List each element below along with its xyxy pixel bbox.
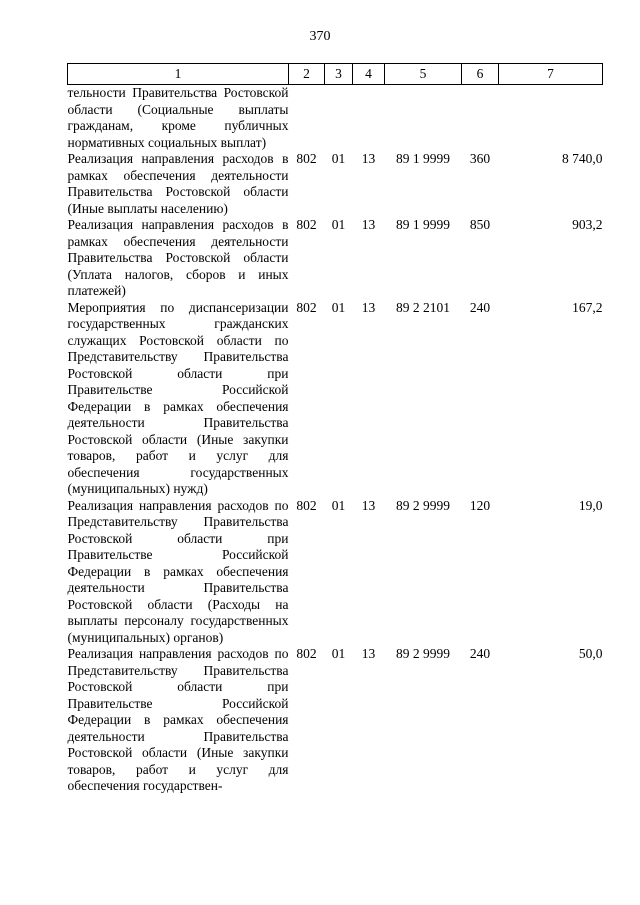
- row-expense-type: 850: [469, 217, 491, 232]
- row-subsection-code: 13: [361, 151, 376, 166]
- row-ministry-code: 802: [296, 497, 317, 513]
- row-section-code: 01: [331, 217, 346, 232]
- row-section-code: 01: [331, 299, 346, 315]
- budget-table: [67, 63, 603, 795]
- row-section-code: 01: [331, 646, 346, 661]
- row-subsection-code: 13: [361, 299, 376, 315]
- row-target-article: 89 1 9999: [396, 217, 450, 232]
- page-number: 370: [309, 29, 331, 44]
- row-amount: 50,0: [578, 646, 603, 661]
- row-amount: 19,0: [578, 497, 603, 513]
- row-ministry-code: [289, 85, 325, 152]
- row-description: Реализация направления расходов по Представительству Правительства Ростовской области при Правительстве Российской Федерации в рамках обеспечения деятельности Правительства Ростовской области (Расходы на выплаты персоналу государственных (муниципальных) органов): [67, 497, 289, 645]
- row-amount: [499, 85, 603, 152]
- row-subsection-code: [353, 85, 385, 152]
- row-subsection-code: 13: [361, 217, 376, 232]
- row-description: Реализация направления расходов по Представительству Правительства Ростовской области при Правительстве Российской Федерации в рамках обеспечения деятельности Правительства Ростовской области (Иные закупки товаров, работ и услуг для обеспечения государствен-: [67, 646, 289, 793]
- row-amount: 8 740,0: [562, 151, 603, 166]
- row-section-code: [325, 85, 353, 152]
- row-target-article: 89 2 2101: [396, 299, 450, 315]
- table-row: [68, 151, 603, 217]
- table-header-row: [68, 64, 603, 85]
- row-description: Реализация направления расходов в рамках обеспечения деятельности Правительства Ростовской области (Иные выплаты населению): [67, 151, 289, 216]
- row-target-article: 89 2 9999: [396, 646, 450, 661]
- table-row: [68, 217, 603, 300]
- column-header-4: 4: [353, 64, 385, 85]
- table-row: [68, 646, 603, 795]
- row-ministry-code: 802: [296, 217, 317, 232]
- row-section-code: 01: [331, 151, 346, 166]
- column-header-2: 2: [289, 64, 325, 85]
- row-ministry-code: 802: [296, 299, 317, 315]
- table-row: [68, 300, 603, 498]
- row-ministry-code: 802: [296, 151, 317, 166]
- row-target-article: [385, 85, 462, 152]
- table-row: [68, 85, 603, 152]
- column-header-6: 6: [462, 64, 499, 85]
- row-amount: 903,2: [572, 217, 603, 232]
- column-header-5: 5: [385, 64, 462, 85]
- column-header-7: 7: [499, 64, 603, 85]
- row-description: Мероприятия по диспансеризации государственных гражданских служащих Ростовской области по Представительству Правительства Ростовской области при Правительстве Российской Федерации в рамках обеспечения деятельности Правительства Ростовской области (Иные закупки товаров, работ и услуг для обеспечения государственных (муниципальных) нужд): [67, 299, 289, 496]
- row-subsection-code: 13: [361, 646, 376, 661]
- row-expense-type: 360: [469, 151, 491, 166]
- row-description: тельности Правительства Ростовской области (Социальные выплаты гражданам, кроме публичных нормативных социальных выплат): [67, 85, 289, 150]
- table-row: [68, 498, 603, 647]
- row-target-article: 89 1 9999: [396, 151, 450, 166]
- row-amount: 167,2: [572, 299, 603, 315]
- row-section-code: 01: [331, 497, 346, 513]
- row-expense-type: 240: [469, 299, 491, 315]
- row-expense-type: 240: [469, 646, 491, 661]
- row-description: Реализация направления расходов в рамках обеспечения деятельности Правительства Ростовской области (Уплата налогов, сборов и иных платежей): [67, 217, 289, 298]
- row-subsection-code: 13: [361, 497, 376, 513]
- row-expense-type: [462, 85, 499, 152]
- column-header-3: 3: [325, 64, 353, 85]
- column-header-1: 1: [68, 64, 289, 85]
- row-target-article: 89 2 9999: [396, 497, 450, 513]
- row-ministry-code: 802: [296, 646, 317, 661]
- row-expense-type: 120: [469, 497, 491, 513]
